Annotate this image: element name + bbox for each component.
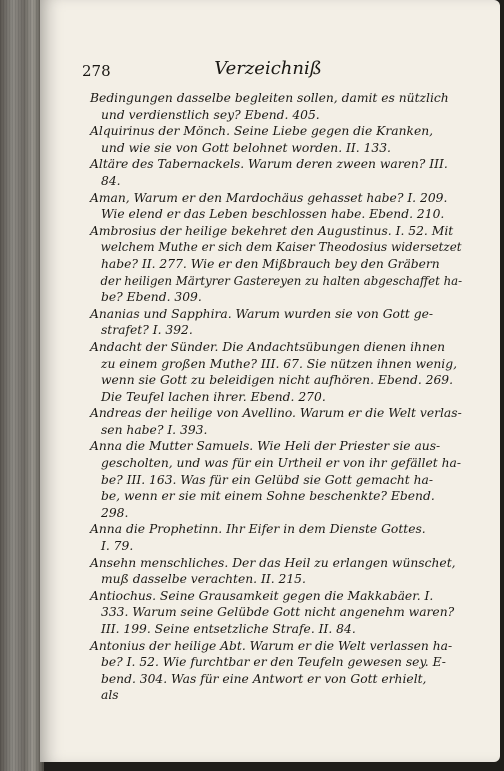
index-entry [90,638,462,704]
entry-line: Wie elend er das Leben beschlossen habe. Ebend. 210. [101,207,445,222]
index-entry [90,223,462,306]
index-entry [90,123,462,156]
index-entry [90,438,462,521]
index-entry [90,156,462,189]
entry-line: I. 79. [101,539,134,554]
entry-line: habe? II. 277. Wie er den Mißbrauch bey den Gräbern [101,256,440,271]
entry-line: be, wenn er sie mit einem Sohne beschenkte? Ebend. [101,489,435,504]
entry-line: be? III. 163. Was für ein Gelübd sie Gott gemacht ha- [101,472,434,487]
page-header [82,58,454,84]
index-entry [90,555,462,588]
entry-line: Aman, Warum er den Mardochäus gehasset habe? I. 209. [90,190,448,205]
entry-line: Ananias und Sapphira. Warum wurden sie von Gott ge- [90,306,434,321]
entry-line: und verdienstlich sey? Ebend. 405. [101,107,320,122]
entry-line: welchem Muthe er sich dem Kaiser Theodosius widersetzet [100,240,462,255]
entry-line: sen habe? I. 393. [101,422,208,437]
entry-line: strafet? I. 392. [101,323,193,338]
entry-line: Andacht der Sünder. Die Andachtsübungen dienen ihnen [90,339,446,354]
entry-line: Andreas der heilige von Avellino. Warum er die Welt verlas- [90,406,462,421]
entry-line: 298. [101,505,129,520]
index-entry [90,90,462,123]
entry-line: 84. [101,173,121,188]
index-entry [90,588,462,638]
entry-line: Bedingungen dasselbe begleiten sollen, damit es nützlich [90,91,449,105]
index-entry [90,521,462,554]
entry-line: Anna die Prophetinn. Ihr Eifer in dem Dienste Gottes. [90,522,426,537]
entry-line: muß dasselbe verachten. II. 215. [101,572,306,587]
entry-line: Antonius der heilige Abt. Warum er die Welt verlassen ha- [90,638,453,653]
entry-line: als [101,688,119,703]
running-title: Verzeichniß [214,58,322,79]
index-entry [90,190,462,223]
index-entry [90,405,462,438]
entry-line: gescholten, und was für ein Urtheil er von ihr gefället ha- [101,456,462,471]
entry-line: Ambrosius der heilige bekehret den Augustinus. I. 52. Mit [90,223,454,238]
entry-line: Ansehn menschliches. Der das Heil zu erlangen wünschet, [90,555,456,570]
index-entry [90,306,462,339]
index-entries [90,90,462,704]
index-entry [90,339,462,405]
entry-line: und wie sie von Gott belohnet worden. II. 133. [101,140,391,155]
entry-line: Alquirinus der Mönch. Seine Liebe gegen die Kranken, [90,124,434,139]
entry-line: bend. 304. Was für eine Antwort er von Gott erhielt, [101,671,427,686]
book-page-edges [0,0,44,771]
entry-line: Antiochus. Seine Grausamkeit gegen die Makkabäer. I. [90,588,434,603]
page-number: 278 [82,62,111,80]
entry-line: zu einem großen Muthe? III. 67. Sie nützen ihnen wenig, [101,356,457,371]
entry-line: 333. Warum seine Gelübde Gott nicht angenehm waren? [101,605,455,620]
entry-line: Anna die Mutter Samuels. Wie Heli der Priester sie aus- [90,439,441,454]
entry-line: Die Teufel lachen ihrer. Ebend. 270. [101,389,326,404]
entry-line: III. 199. Seine entsetzliche Strafe. II. 84. [101,622,356,636]
entry-line: be? I. 52. Wie furchtbar er den Teufeln gewesen sey. E- [101,655,446,670]
entry-line: wenn sie Gott zu beleidigen nicht aufhören. Ebend. 269. [101,373,454,388]
entry-line: Altäre des Tabernackels. Warum deren zween waren? III. [90,157,448,172]
entry-line: be? Ebend. 309. [101,290,202,305]
entry-line: der heiligen Märtyrer Gastereyen zu halten abgeschaffet ha- [100,273,463,288]
